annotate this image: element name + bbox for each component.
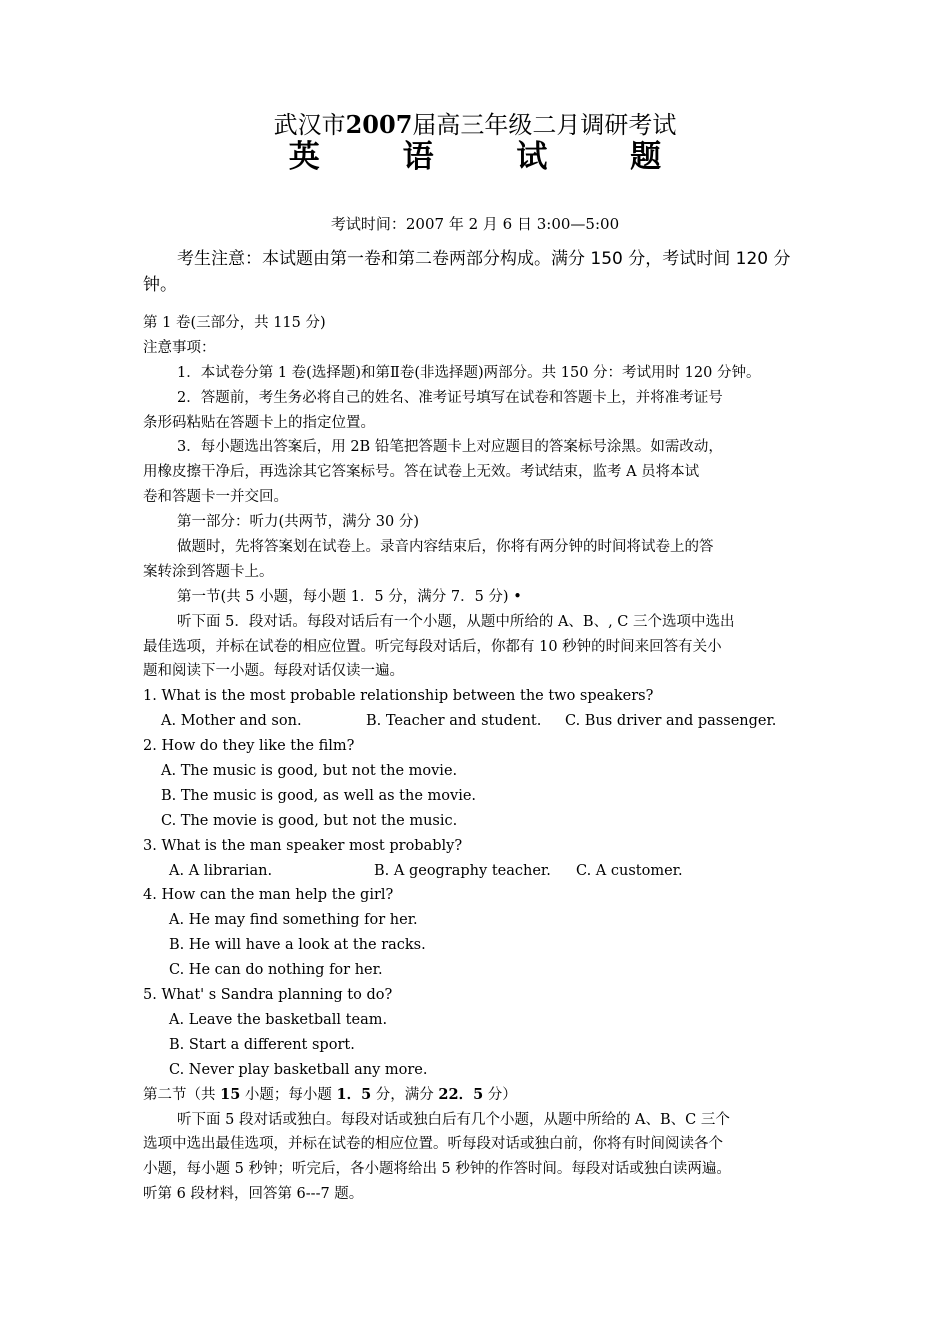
section2-heading: 第二节（共 15 小题；每小题 1．5 分，满分 22．5 分） [143, 1085, 517, 1103]
title-suffix: 届高三年级二月调研考试 [412, 111, 677, 139]
question-1: 1. What is the most probable relationship between the two speakers? [143, 688, 654, 705]
option-c[interactable]: C. Never play basketball any more. [169, 1061, 428, 1078]
option-b[interactable]: B. A geography teacher. [374, 862, 551, 879]
section1-desc-cont-2: 题和阅读下一小题。每段对话仅读一遍。 [143, 663, 404, 680]
question-3-options [143, 859, 813, 884]
note-item-3-cont-2: 卷和答题卡一并交回。 [143, 489, 288, 506]
question-4: 4. How can the man help the girl? [143, 887, 394, 904]
section2-desc-cont-3: 听第 6 段材料，回答第 6---7 题。 [143, 1186, 364, 1203]
part1-heading: 第一部分：听力(共两节，满分 30 分) [177, 514, 419, 531]
exam-body [143, 311, 813, 1207]
section2-desc-cont-2: 小题，每小题 5 秒钟；听完后，各小题将给出 5 秒钟的作答时间。每段对话或独白读两遍。 [143, 1161, 731, 1178]
option-a[interactable]: A. Leave the basketball team. [169, 1011, 388, 1028]
volume-heading: 第 1 卷(三部分，共 115 分) [143, 315, 326, 331]
option-a[interactable]: A. The music is good, but not the movie. [161, 763, 458, 780]
option-c[interactable]: C. Bus driver and passenger. [565, 713, 777, 730]
option-c[interactable]: C. The movie is good, but not the music. [161, 812, 458, 829]
option-a[interactable]: A. A librarian. [169, 862, 273, 879]
section1-desc: 听下面 5．段对话。每段对话后有一个小题，从题中所给的 A、B、, C 三个选项中选出 [177, 613, 735, 630]
part1-desc-cont: 案转涂到答题卡上。 [143, 563, 274, 580]
option-c[interactable]: C. He can do nothing for her. [169, 962, 383, 979]
section2-desc: 听下面 5 段对话或独白。每段对话或独白后有几个小题，从题中所给的 A、B、C 三个 [177, 1111, 730, 1128]
note-item-3: 3．每小题选出答案后，用 2B 铅笔把答题卡上对应题目的答案标号涂黑。如需改动， [177, 439, 723, 456]
title-year: 2007 [345, 110, 413, 139]
option-b[interactable]: B. The music is good, as well as the movie. [161, 787, 477, 804]
section1-desc-cont: 最佳选项，并标在试卷的相应位置。听完每段对话后，你都有 10 秒钟的时间来回答有关小 [143, 638, 722, 655]
question-5: 5. What' s Sandra planning to do? [143, 987, 393, 1004]
title-prefix: 武汉市 [273, 111, 346, 139]
option-c[interactable]: C. A customer. [576, 862, 683, 879]
subject-title: 英 语 试 题 [288, 139, 698, 175]
note-item-2-cont: 条形码粘贴在答题卡上的指定位置。 [143, 414, 375, 431]
question-1-options [143, 709, 813, 734]
exam-time: 考试时间：2007 年 2 月 6 日 3:00—5:00 [330, 215, 620, 233]
section1-heading: 第一节(共 5 小题，每小题 1．5 分，满分 7．5 分) • [177, 588, 522, 605]
candidate-notice: 考生注意：本试题由第一卷和第二卷两部分构成。满分 150 分，考试时间 120 分钟。 [143, 249, 791, 295]
question-2: 2. How do they like the film? [143, 738, 355, 755]
option-a[interactable]: A. He may find something for her. [169, 912, 418, 929]
part1-desc: 做题时，先将答案划在试卷上。录音内容结束后，你将有两分钟的时间将试卷上的答 [177, 539, 714, 556]
section2-desc-cont: 选项中选出最佳选项，并标在试卷的相应位置。听每段对话或独白前，你将有时间阅读各个 [143, 1136, 723, 1153]
option-b[interactable]: B. Teacher and student. [366, 713, 542, 730]
option-b[interactable]: B. He will have a look at the racks. [169, 937, 426, 954]
notes-heading: 注意事项： [143, 339, 216, 356]
note-item-2: 2．答题前，考生务必将自己的姓名、准考证号填写在试卷和答题卡上，并将准考证号 [177, 389, 723, 406]
note-item-3-cont: 用橡皮擦干净后，再选涂其它答案标号。答在试卷上无效。考试结束，监考 A 员将本试 [143, 464, 700, 481]
option-a[interactable]: A. Mother and son. [161, 713, 302, 730]
question-3: 3. What is the man speaker most probably? [143, 837, 463, 854]
note-item-1: 1．本试卷分第 1 卷(选择题)和第Ⅱ卷(非选择题)两部分。共 150 分：考试用时 120 分钟。 [177, 364, 761, 381]
option-b[interactable]: B. Start a different sport. [169, 1036, 355, 1053]
